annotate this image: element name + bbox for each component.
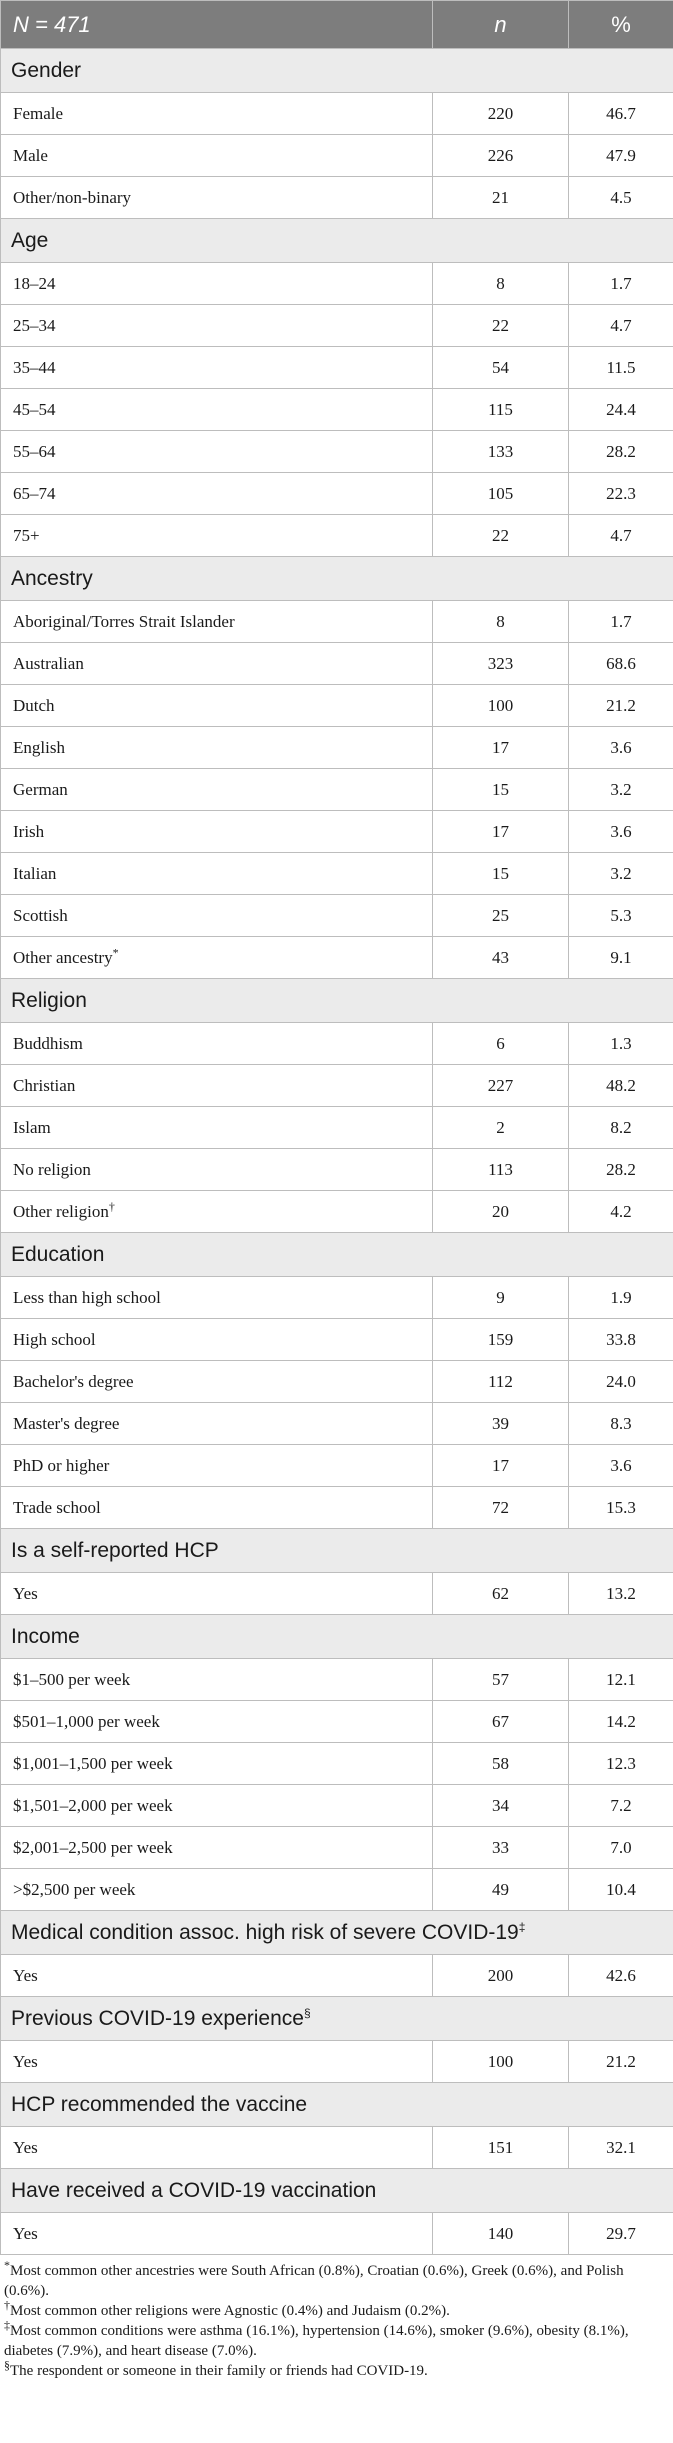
row-count: 115: [433, 389, 569, 431]
row-label-text: Dutch: [13, 695, 55, 715]
row-label-text: 65–74: [13, 483, 56, 503]
row-label-text: Christian: [13, 1075, 76, 1095]
row-percent: 47.9: [569, 135, 673, 177]
row-label-text: Trade school: [13, 1497, 101, 1517]
footnote-mark: †: [4, 2298, 10, 2312]
section-header-row: [1, 2169, 673, 2213]
section-header-row: [1, 49, 673, 93]
row-percent: 33.8: [569, 1319, 673, 1361]
table-row: [1, 135, 673, 177]
section-title-text: Is a self-reported HCP: [11, 1538, 219, 1562]
row-percent: 13.2: [569, 1573, 673, 1615]
row-percent: 1.7: [569, 601, 673, 643]
row-percent: 4.7: [569, 305, 673, 347]
row-label: [1, 769, 433, 811]
section-title-text: Age: [11, 228, 49, 252]
row-label-text: Islam: [13, 1117, 51, 1137]
row-label-text: Yes: [13, 1965, 38, 1985]
row-percent: 28.2: [569, 1149, 673, 1191]
row-count: 43: [433, 937, 569, 979]
row-label: [1, 1785, 433, 1827]
row-label: [1, 1403, 433, 1445]
row-label: [1, 1277, 433, 1319]
row-label-text: $1,001–1,500 per week: [13, 1753, 173, 1773]
table-row: [1, 727, 673, 769]
footnote-text: Most common other ancestries were South African (0.8%), Croatian (0.6%), Greek (0.6%), and Polish (0.6%).: [4, 2263, 624, 2299]
table-row: [1, 431, 673, 473]
row-percent: 4.7: [569, 515, 673, 557]
row-label: [1, 1659, 433, 1701]
row-label: [1, 389, 433, 431]
row-count: 151: [433, 2127, 569, 2169]
row-percent: 21.2: [569, 685, 673, 727]
row-count: 57: [433, 1659, 569, 1701]
row-count: 9: [433, 1277, 569, 1319]
row-percent: 9.1: [569, 937, 673, 979]
section-header-row: [1, 1233, 673, 1277]
row-label: [1, 1361, 433, 1403]
footnote-marker: *: [112, 944, 119, 959]
row-count: 39: [433, 1403, 569, 1445]
row-count: 34: [433, 1785, 569, 1827]
row-percent: 24.0: [569, 1361, 673, 1403]
row-label: [1, 1743, 433, 1785]
row-label-text: $2,001–2,500 per week: [13, 1837, 173, 1857]
footnote-marker: ‡: [518, 1919, 526, 1934]
row-percent: 1.9: [569, 1277, 673, 1319]
table-row: [1, 1659, 673, 1701]
footnote: [4, 2318, 669, 2361]
row-label-text: Other ancestry: [13, 947, 113, 967]
row-percent: 42.6: [569, 1955, 673, 1997]
section-title: [1, 49, 673, 93]
section-title-text: HCP recommended the vaccine: [11, 2092, 308, 2116]
row-count: 112: [433, 1361, 569, 1403]
footnotes: [0, 2255, 673, 2381]
row-count: 226: [433, 135, 569, 177]
table-body: [1, 49, 673, 2255]
row-label: [1, 1573, 433, 1615]
row-count: 15: [433, 769, 569, 811]
row-label-text: Master's degree: [13, 1413, 120, 1433]
row-label-text: English: [13, 737, 65, 757]
row-label: [1, 347, 433, 389]
row-count: 17: [433, 811, 569, 853]
row-count: 133: [433, 431, 569, 473]
row-percent: 3.2: [569, 769, 673, 811]
table-row: [1, 1955, 673, 1997]
table-row: [1, 1319, 673, 1361]
table-row: [1, 1785, 673, 1827]
row-count: 323: [433, 643, 569, 685]
table-row: [1, 937, 673, 979]
row-label-text: Other religion: [13, 1201, 109, 1221]
table-row: [1, 2213, 673, 2255]
section-title-text: Have received a COVID-19 vaccination: [11, 2178, 377, 2202]
table-row: [1, 1403, 673, 1445]
row-count: 8: [433, 263, 569, 305]
row-label-text: Italian: [13, 863, 57, 883]
table-row: [1, 347, 673, 389]
row-count: 49: [433, 1869, 569, 1911]
row-percent: 3.6: [569, 1445, 673, 1487]
row-percent: 8.2: [569, 1107, 673, 1149]
row-label: [1, 1107, 433, 1149]
table-row: [1, 1487, 673, 1529]
footnote: [4, 2298, 669, 2321]
row-percent: 32.1: [569, 2127, 673, 2169]
row-count: 22: [433, 305, 569, 347]
row-count: 105: [433, 473, 569, 515]
row-percent: 14.2: [569, 1701, 673, 1743]
row-percent: 46.7: [569, 93, 673, 135]
footnote-mark: *: [4, 2258, 10, 2272]
table-header-row: [1, 1, 673, 49]
row-label-text: $1–500 per week: [13, 1669, 131, 1689]
table-row: [1, 473, 673, 515]
row-label: [1, 305, 433, 347]
footnote-text: Most common conditions were asthma (16.1%), hypertension (14.6%), smoker (9.6%), obesity (8.1%), diabetes (7.9%), and heart disease (7.0%).: [4, 2323, 629, 2359]
row-percent: 3.2: [569, 853, 673, 895]
row-count: 227: [433, 1065, 569, 1107]
table-row: [1, 389, 673, 431]
row-percent: 4.2: [569, 1191, 673, 1233]
table-row: [1, 1065, 673, 1107]
header-percent: %: [569, 1, 673, 49]
row-count: 54: [433, 347, 569, 389]
section-title: [1, 557, 673, 601]
row-label: [1, 1869, 433, 1911]
row-count: 15: [433, 853, 569, 895]
row-label-text: Bachelor's degree: [13, 1371, 134, 1391]
table-row: [1, 1149, 673, 1191]
table-row: [1, 1869, 673, 1911]
section-title-text: Education: [11, 1242, 105, 1266]
row-label-text: Irish: [13, 821, 45, 841]
table-row: [1, 1361, 673, 1403]
footnote-mark: §: [4, 2358, 10, 2372]
row-label-text: Less than high school: [13, 1287, 161, 1307]
row-percent: 68.6: [569, 643, 673, 685]
row-label-text: PhD or higher: [13, 1455, 110, 1475]
row-percent: 48.2: [569, 1065, 673, 1107]
section-title-text: Gender: [11, 58, 82, 82]
footnote: [4, 2358, 669, 2381]
table-row: [1, 177, 673, 219]
section-title: [1, 1997, 673, 2041]
row-percent: 21.2: [569, 2041, 673, 2083]
table-row: [1, 769, 673, 811]
table-row: [1, 1701, 673, 1743]
section-title: [1, 979, 673, 1023]
table-row: [1, 1277, 673, 1319]
row-label: [1, 2041, 433, 2083]
row-label: [1, 811, 433, 853]
row-label-text: Yes: [13, 2137, 38, 2157]
section-header-row: [1, 557, 673, 601]
row-count: 17: [433, 727, 569, 769]
section-title-text: Medical condition assoc. high risk of severe COVID-19: [11, 1920, 519, 1944]
row-percent: 4.5: [569, 177, 673, 219]
table-row: [1, 1445, 673, 1487]
row-count: 25: [433, 895, 569, 937]
row-label-text: High school: [13, 1329, 96, 1349]
row-label: [1, 473, 433, 515]
row-label-text: $1,501–2,000 per week: [13, 1795, 173, 1815]
row-percent: 3.6: [569, 727, 673, 769]
footnote: [4, 2258, 669, 2301]
row-count: 33: [433, 1827, 569, 1869]
section-title: [1, 2083, 673, 2127]
row-label: [1, 177, 433, 219]
row-label: [1, 1191, 433, 1233]
row-count: 72: [433, 1487, 569, 1529]
row-count: 17: [433, 1445, 569, 1487]
section-header-row: [1, 219, 673, 263]
table-row: [1, 685, 673, 727]
table-row: [1, 305, 673, 347]
row-count: 67: [433, 1701, 569, 1743]
row-label-text: 18–24: [13, 273, 56, 293]
section-header-row: [1, 1529, 673, 1573]
footnote-marker: †: [108, 1198, 115, 1213]
row-percent: 12.1: [569, 1659, 673, 1701]
row-label-text: Male: [13, 145, 48, 165]
section-header-row: [1, 1911, 673, 1955]
section-header-row: [1, 1615, 673, 1659]
row-count: 21: [433, 177, 569, 219]
section-header-row: [1, 979, 673, 1023]
row-percent: 15.3: [569, 1487, 673, 1529]
row-label: [1, 135, 433, 177]
section-header-row: [1, 1997, 673, 2041]
table-row: [1, 601, 673, 643]
row-label: [1, 1827, 433, 1869]
row-count: 62: [433, 1573, 569, 1615]
row-label: [1, 853, 433, 895]
row-percent: 3.6: [569, 811, 673, 853]
row-label-text: Female: [13, 103, 64, 123]
row-label-text: Scottish: [13, 905, 68, 925]
table-row: [1, 1743, 673, 1785]
row-percent: 1.7: [569, 263, 673, 305]
row-count: 100: [433, 685, 569, 727]
row-count: 220: [433, 93, 569, 135]
row-label-text: No religion: [13, 1159, 91, 1179]
footnote-marker: §: [303, 2005, 311, 2020]
row-percent: 28.2: [569, 431, 673, 473]
table-row: [1, 1023, 673, 1065]
table-row: [1, 853, 673, 895]
table-row: [1, 263, 673, 305]
section-title-text: Previous COVID-19 experience: [11, 2006, 304, 2030]
table-row: [1, 895, 673, 937]
row-label: [1, 727, 433, 769]
section-title-text: Religion: [11, 988, 87, 1012]
row-label: [1, 1149, 433, 1191]
row-label: [1, 2127, 433, 2169]
row-count: 200: [433, 1955, 569, 1997]
row-label: [1, 1701, 433, 1743]
row-label: [1, 601, 433, 643]
row-percent: 12.3: [569, 1743, 673, 1785]
row-count: 100: [433, 2041, 569, 2083]
row-label: [1, 2213, 433, 2255]
section-title: [1, 1615, 673, 1659]
row-count: 2: [433, 1107, 569, 1149]
table-row: [1, 2041, 673, 2083]
section-title-text: Income: [11, 1624, 80, 1648]
section-header-row: [1, 2083, 673, 2127]
row-count: 8: [433, 601, 569, 643]
row-percent: 5.3: [569, 895, 673, 937]
row-label-text: 35–44: [13, 357, 56, 377]
table-row: [1, 1573, 673, 1615]
row-count: 58: [433, 1743, 569, 1785]
table-row: [1, 2127, 673, 2169]
footnote-text: The respondent or someone in their family or friends had COVID-19.: [10, 2363, 428, 2379]
row-label: [1, 93, 433, 135]
row-label: [1, 1319, 433, 1361]
row-label-text: Yes: [13, 2223, 38, 2243]
row-label-text: 25–34: [13, 315, 56, 335]
row-count: 20: [433, 1191, 569, 1233]
row-label-text: $501–1,000 per week: [13, 1711, 160, 1731]
row-count: 113: [433, 1149, 569, 1191]
row-count: 22: [433, 515, 569, 557]
row-label: [1, 1955, 433, 1997]
row-count: 6: [433, 1023, 569, 1065]
row-label-text: >$2,500 per week: [13, 1879, 136, 1899]
row-label: [1, 685, 433, 727]
row-label-text: 55–64: [13, 441, 56, 461]
row-label-text: Yes: [13, 2051, 38, 2071]
section-title: [1, 2169, 673, 2213]
row-label: [1, 937, 433, 979]
row-label: [1, 431, 433, 473]
header-n: n: [433, 1, 569, 49]
section-title-text: Ancestry: [11, 566, 93, 590]
table-row: [1, 643, 673, 685]
row-percent: 8.3: [569, 1403, 673, 1445]
table-row: [1, 515, 673, 557]
section-title: [1, 1233, 673, 1277]
row-label-text: 75+: [13, 525, 40, 545]
row-label-text: 45–54: [13, 399, 56, 419]
row-count: 140: [433, 2213, 569, 2255]
row-percent: 7.2: [569, 1785, 673, 1827]
row-percent: 1.3: [569, 1023, 673, 1065]
row-percent: 22.3: [569, 473, 673, 515]
footnote-text: Most common other religions were Agnostic (0.4%) and Judaism (0.2%).: [10, 2303, 450, 2319]
row-percent: 24.4: [569, 389, 673, 431]
row-label-text: Aboriginal/Torres Strait Islander: [13, 611, 235, 631]
table-row: [1, 1191, 673, 1233]
row-label: [1, 263, 433, 305]
row-label-text: Yes: [13, 1583, 38, 1603]
row-label: [1, 1487, 433, 1529]
table-row: [1, 93, 673, 135]
row-percent: 29.7: [569, 2213, 673, 2255]
row-percent: 7.0: [569, 1827, 673, 1869]
section-title: [1, 1529, 673, 1573]
row-label-text: German: [13, 779, 68, 799]
section-title: [1, 219, 673, 263]
row-label: [1, 1445, 433, 1487]
row-label-text: Buddhism: [13, 1033, 83, 1053]
row-percent: 11.5: [569, 347, 673, 389]
table-row: [1, 1827, 673, 1869]
footnote-mark: ‡: [4, 2318, 10, 2332]
row-label: [1, 895, 433, 937]
row-count: 159: [433, 1319, 569, 1361]
table-row: [1, 811, 673, 853]
table-row: [1, 1107, 673, 1149]
section-title: [1, 1911, 673, 1955]
row-label: [1, 1023, 433, 1065]
row-label: [1, 1065, 433, 1107]
row-label-text: Australian: [13, 653, 84, 673]
row-label: [1, 515, 433, 557]
row-label-text: Other/non-binary: [13, 187, 132, 207]
row-percent: 10.4: [569, 1869, 673, 1911]
row-label: [1, 643, 433, 685]
header-sample-size: N = 471: [1, 1, 433, 49]
